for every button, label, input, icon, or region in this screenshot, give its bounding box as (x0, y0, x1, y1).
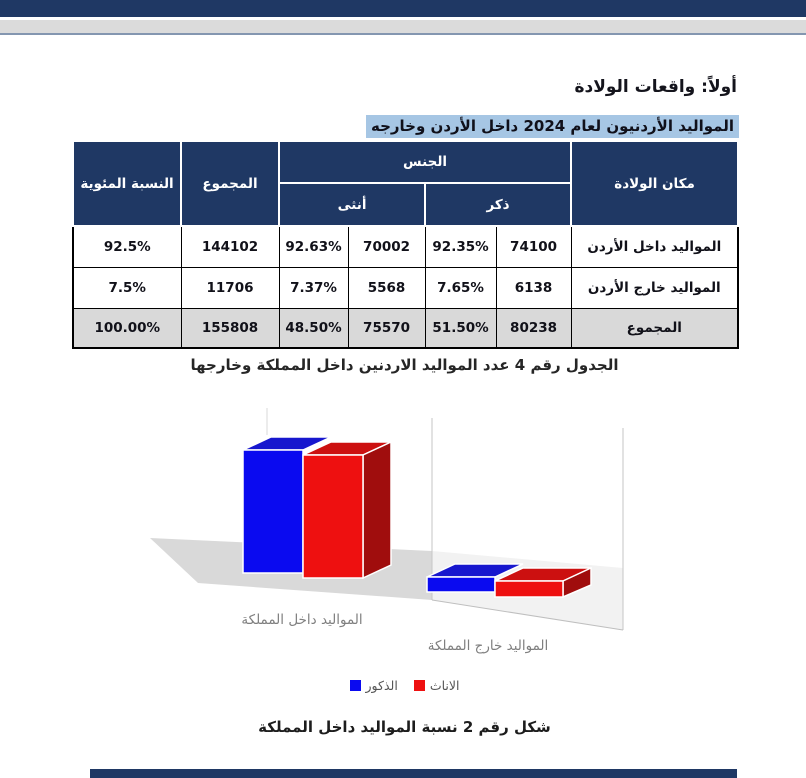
cell-male-pct: 7.65% (425, 267, 496, 308)
table-row-inside-jordan (73, 226, 738, 267)
table-row-outside-jordan (73, 267, 738, 308)
cell-percent: 7.5% (73, 267, 181, 308)
chart-legend (72, 676, 737, 694)
figure-caption: شكل رقم 2 نسبة المواليد داخل المملكة (258, 718, 551, 736)
bar-females-outside-front (495, 581, 563, 597)
cell-place: المجموع (571, 308, 738, 348)
cell-place: المواليد داخل الأردن (571, 226, 738, 267)
cell-female-count: 5568 (348, 267, 425, 308)
top-gray-bar (0, 20, 806, 35)
header-male: ذكر (425, 183, 571, 226)
cell-female-pct: 48.50% (279, 308, 348, 348)
legend-item-males (350, 678, 398, 693)
cell-female-pct: 7.37% (279, 267, 348, 308)
cell-female-count: 75570 (348, 308, 425, 348)
table-row-grand-total (73, 308, 738, 348)
header-place-of-birth: مكان الولادة (571, 141, 738, 226)
header-total: المجموع (181, 141, 279, 226)
legend-label-females: الاناث (429, 677, 460, 693)
page-subtitle-highlighted: المواليد الأردنيون لعام 2024 داخل الأردن وخارجه (366, 115, 739, 138)
bar-females-inside-front (303, 455, 363, 578)
females-color-swatch-icon (414, 680, 425, 691)
category-label-inside-kingdom: المواليد داخل المملكة (241, 612, 363, 628)
bar-females-inside-side (363, 442, 391, 578)
page-title: أولاً: واقعات الولادة (574, 77, 737, 97)
cell-male-count: 6138 (496, 267, 571, 308)
cell-male-count: 80238 (496, 308, 571, 348)
header-percentage: النسبة المئوية (73, 141, 181, 226)
legend-label-males: الذكور (365, 677, 398, 693)
cell-male-pct: 92.35% (425, 226, 496, 267)
category-label-outside-kingdom: المواليد خارج المملكة (427, 638, 549, 654)
cell-percent: 100.00% (73, 308, 181, 348)
births-3d-bar-chart (100, 405, 660, 705)
bar-males-inside-front (243, 450, 303, 573)
header-gender-group: الجنس (279, 141, 571, 183)
legend-item-females (414, 678, 460, 693)
cell-total: 144102 (181, 226, 279, 267)
top-navy-bar (0, 0, 806, 17)
males-color-swatch-icon (350, 680, 361, 691)
cell-male-count: 74100 (496, 226, 571, 267)
table-caption: الجدول رقم 4 عدد المواليد الاردنين داخل المملكة وخارجها (190, 356, 619, 374)
cell-total: 11706 (181, 267, 279, 308)
cell-female-count: 70002 (348, 226, 425, 267)
cell-percent: 92.5% (73, 226, 181, 267)
cell-place: المواليد خارج الأردن (571, 267, 738, 308)
cell-total: 155808 (181, 308, 279, 348)
births-table (72, 140, 739, 349)
header-female: أنثى (279, 183, 425, 226)
cell-male-pct: 51.50% (425, 308, 496, 348)
cell-female-pct: 92.63% (279, 226, 348, 267)
bottom-navy-bar (90, 769, 737, 778)
bar-males-outside-front (427, 577, 495, 592)
